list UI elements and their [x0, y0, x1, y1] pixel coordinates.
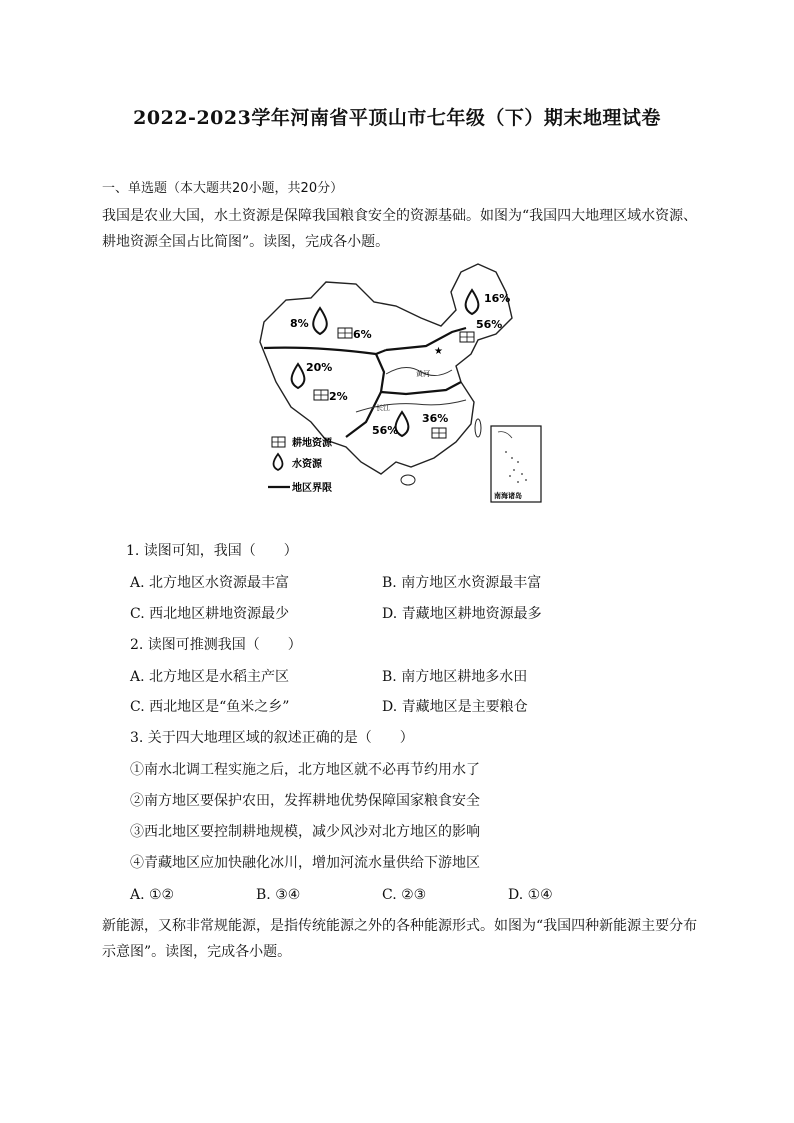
huanghe-label: 黄河 — [416, 370, 430, 378]
question-3-stem: 3. 关于四大地理区域的叙述正确的是（ ） — [130, 730, 414, 746]
q3-option-d[interactable]: D. ①④ — [508, 887, 553, 903]
water-drop-icon — [466, 290, 479, 314]
q2-option-d[interactable]: D. 青藏地区是主要粮仓 — [382, 699, 528, 715]
nw-water-pct: 8% — [290, 317, 309, 330]
south-land-pct: 56% — [372, 424, 399, 437]
north-land-pct: 56% — [476, 318, 503, 331]
water-drop-icon — [274, 454, 283, 470]
intro-paragraph-2: 新能源，又称非常规能源，是指传统能源之外的各种能源形式。如图为“我国四种新能源主要分布示意图”。读图，完成各小题。 — [102, 918, 698, 960]
q3-option-b[interactable]: B. ③④ — [256, 887, 301, 903]
q2-option-c[interactable]: C. 西北地区是“鱼米之乡” — [130, 699, 290, 715]
legend-land: 耕地资源 — [292, 438, 332, 449]
q2-option-b[interactable]: B. 南方地区耕地多水田 — [382, 669, 528, 685]
nanhai-label: 南海诸岛 — [494, 492, 522, 500]
q3-statement-1: ①南水北调工程实施之后，北方地区就不必再节约用水了 — [130, 762, 480, 778]
q3-statement-2: ②南方地区要保护农田，发挥耕地优势保障国家粮食安全 — [130, 793, 480, 809]
north-water-pct: 16% — [484, 292, 511, 305]
legend-water: 水资源 — [292, 459, 322, 470]
q1-option-a[interactable]: A. 北方地区水资源最丰富 — [130, 575, 290, 591]
section-heading: 一、单选题（本大题共20小题，共20分） — [102, 181, 344, 196]
q3-statement-3: ③西北地区要控制耕地规模，减少风沙对北方地区的影响 — [130, 824, 480, 840]
qz-water-pct: 20% — [306, 361, 333, 374]
water-drop-icon — [313, 308, 327, 334]
changjiang-label: 长江 — [376, 404, 390, 412]
intro-paragraph-1: 我国是农业大国，水土资源是保障我国粮食安全的资源基础。如图为“我国四大地理区域水资源、耕地资源全国占比简图”。读图，完成各小题。 — [102, 208, 698, 250]
south-water-pct: 36% — [422, 412, 449, 425]
q1-option-b[interactable]: B. 南方地区水资源最丰富 — [382, 575, 542, 591]
question-2-stem: 2. 读图可推测我国（ ） — [130, 637, 302, 653]
qz-land-pct: 2% — [329, 390, 348, 403]
water-drop-icon — [292, 364, 305, 388]
q2-option-a[interactable]: A. 北方地区是水稻主产区 — [130, 669, 290, 685]
nw-land-pct: 6% — [353, 328, 372, 341]
legend-border: 地区界限 — [292, 483, 332, 494]
beijing-star-icon: ★ — [434, 346, 443, 357]
question-1-stem: 1. 读图可知，我国（ ） — [126, 543, 298, 559]
q1-option-d[interactable]: D. 青藏地区耕地资源最多 — [382, 606, 542, 622]
q1-option-c[interactable]: C. 西北地区耕地资源最少 — [130, 606, 290, 622]
china-resource-map — [256, 262, 546, 506]
region-border-north — [386, 328, 466, 350]
q3-statement-4: ④青藏地区应加快融化冰川，增加河流水量供给下游地区 — [130, 855, 480, 871]
region-border-northwest — [264, 348, 386, 354]
page-title: 2022-2023学年河南省平顶山市七年级（下）期末地理试卷 — [133, 107, 661, 129]
q3-option-a[interactable]: A. ①② — [130, 887, 175, 903]
q3-option-c[interactable]: C. ②③ — [382, 887, 427, 903]
